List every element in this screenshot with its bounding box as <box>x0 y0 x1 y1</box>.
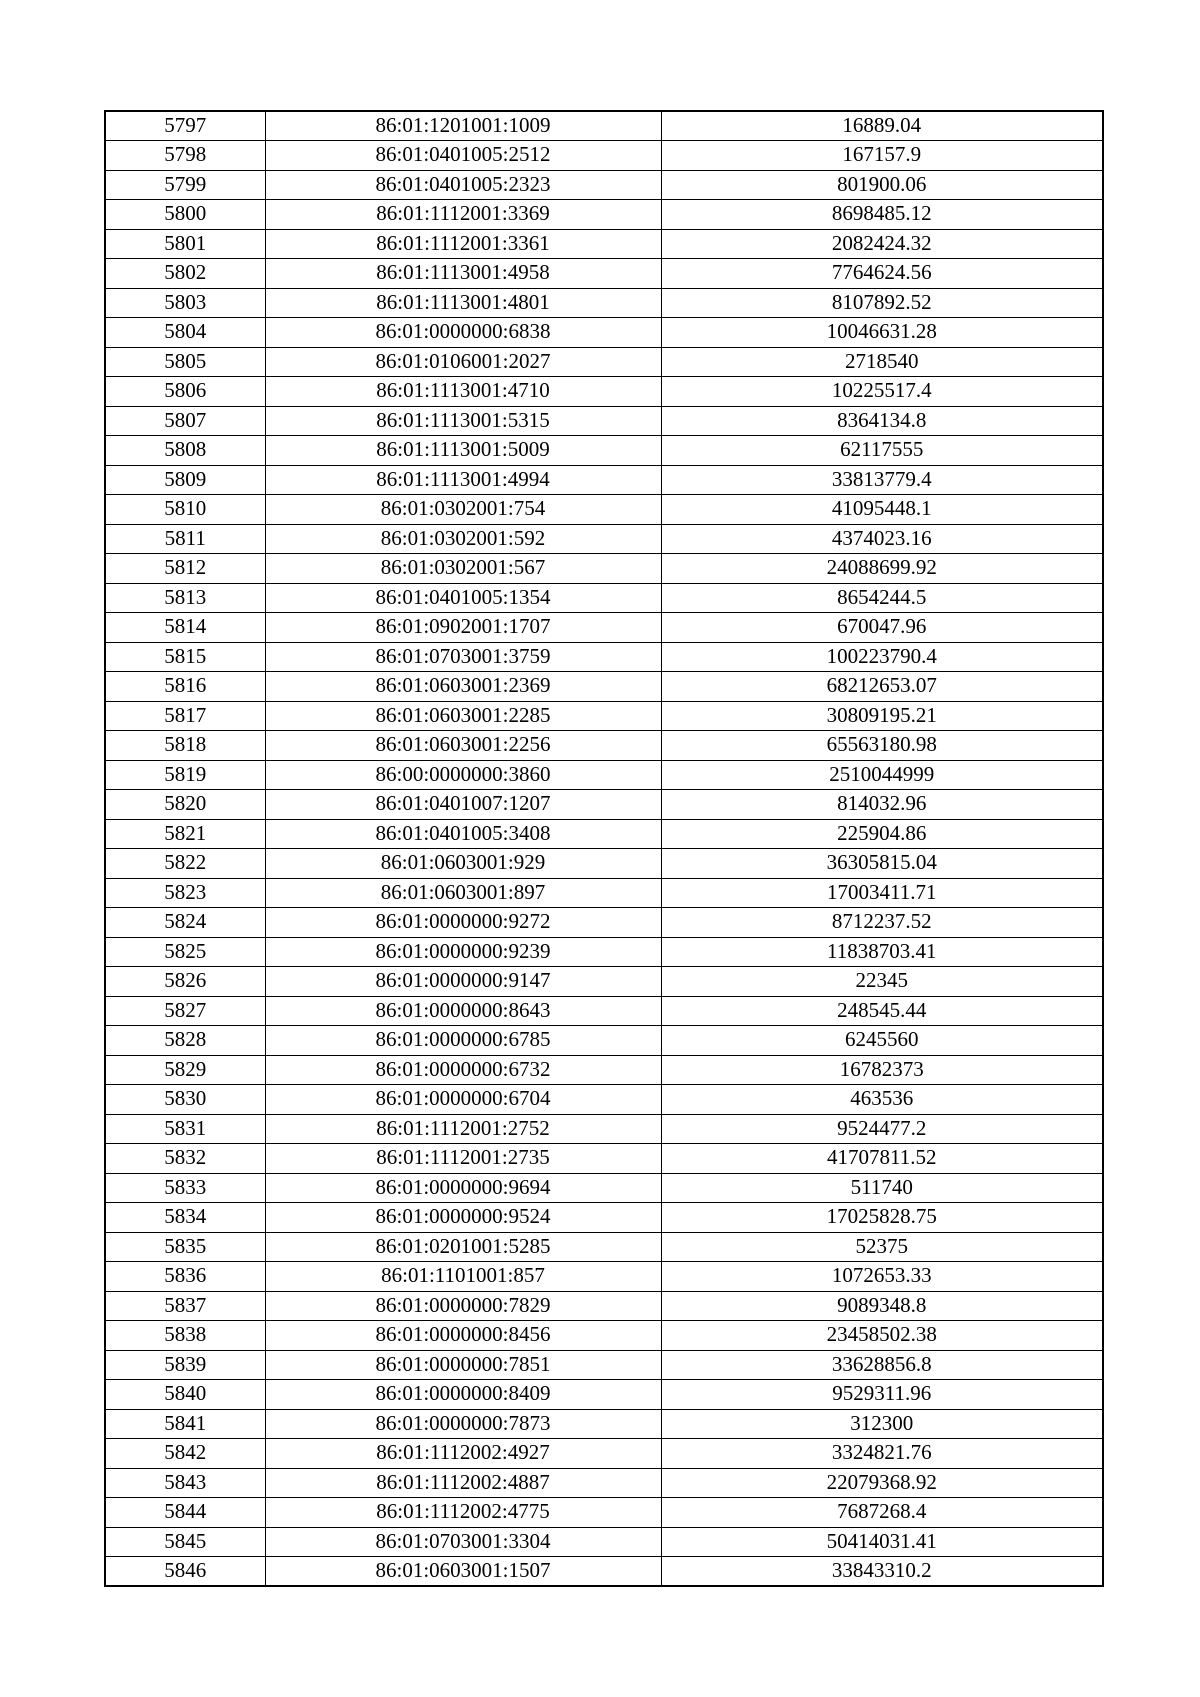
value-cell: 17025828.75 <box>661 1203 1103 1233</box>
value-cell: 65563180.98 <box>661 731 1103 761</box>
row-number-cell: 5832 <box>105 1144 265 1174</box>
table-row <box>105 672 1103 702</box>
table-row <box>105 1350 1103 1380</box>
table-row <box>105 288 1103 318</box>
value-cell: 8698485.12 <box>661 200 1103 230</box>
data-table <box>104 110 1104 1587</box>
value-cell: 248545.44 <box>661 996 1103 1026</box>
cadastral-number-cell: 86:01:0000000:7873 <box>265 1409 661 1439</box>
table-row <box>105 1203 1103 1233</box>
row-number-cell: 5818 <box>105 731 265 761</box>
table-row <box>105 996 1103 1026</box>
row-number-cell: 5814 <box>105 613 265 643</box>
cadastral-number-cell: 86:01:0603001:2369 <box>265 672 661 702</box>
cadastral-number-cell: 86:01:0000000:6704 <box>265 1085 661 1115</box>
cadastral-number-cell: 86:01:0603001:1507 <box>265 1557 661 1587</box>
cadastral-number-cell: 86:01:1113001:4958 <box>265 259 661 289</box>
table-row <box>105 819 1103 849</box>
table-row <box>105 731 1103 761</box>
table-row <box>105 1085 1103 1115</box>
row-number-cell: 5824 <box>105 908 265 938</box>
table-row <box>105 1114 1103 1144</box>
value-cell: 22345 <box>661 967 1103 997</box>
value-cell: 8712237.52 <box>661 908 1103 938</box>
row-number-cell: 5828 <box>105 1026 265 1056</box>
cadastral-number-cell: 86:01:0302001:592 <box>265 524 661 554</box>
table-row <box>105 347 1103 377</box>
cadastral-number-cell: 86:01:0401007:1207 <box>265 790 661 820</box>
table-row <box>105 878 1103 908</box>
row-number-cell: 5805 <box>105 347 265 377</box>
cadastral-number-cell: 86:01:1201001:1009 <box>265 111 661 141</box>
cadastral-number-cell: 86:01:0603001:2256 <box>265 731 661 761</box>
table-row <box>105 1439 1103 1469</box>
table-row <box>105 111 1103 141</box>
table-row <box>105 1498 1103 1528</box>
table-row <box>105 1055 1103 1085</box>
table-row <box>105 937 1103 967</box>
cadastral-number-cell: 86:01:1112001:3361 <box>265 229 661 259</box>
row-number-cell: 5812 <box>105 554 265 584</box>
table-row <box>105 790 1103 820</box>
table-row <box>105 436 1103 466</box>
table-row <box>105 554 1103 584</box>
cadastral-number-cell: 86:01:0703001:3759 <box>265 642 661 672</box>
table-row <box>105 613 1103 643</box>
cadastral-number-cell: 86:01:1113001:4710 <box>265 377 661 407</box>
cadastral-number-cell: 86:01:0000000:6785 <box>265 1026 661 1056</box>
value-cell: 225904.86 <box>661 819 1103 849</box>
value-cell: 1072653.33 <box>661 1262 1103 1292</box>
cadastral-number-cell: 86:01:0000000:9272 <box>265 908 661 938</box>
cadastral-number-cell: 86:01:0000000:9239 <box>265 937 661 967</box>
row-number-cell: 5831 <box>105 1114 265 1144</box>
row-number-cell: 5829 <box>105 1055 265 1085</box>
cadastral-number-cell: 86:01:0603001:897 <box>265 878 661 908</box>
row-number-cell: 5838 <box>105 1321 265 1351</box>
row-number-cell: 5815 <box>105 642 265 672</box>
row-number-cell: 5821 <box>105 819 265 849</box>
value-cell: 9524477.2 <box>661 1114 1103 1144</box>
row-number-cell: 5803 <box>105 288 265 318</box>
table-row <box>105 1291 1103 1321</box>
table-row <box>105 1557 1103 1587</box>
cadastral-number-cell: 86:01:0000000:8643 <box>265 996 661 1026</box>
value-cell: 100223790.4 <box>661 642 1103 672</box>
cadastral-number-cell: 86:01:1101001:857 <box>265 1262 661 1292</box>
row-number-cell: 5804 <box>105 318 265 348</box>
value-cell: 30809195.21 <box>661 701 1103 731</box>
table-row <box>105 908 1103 938</box>
value-cell: 463536 <box>661 1085 1103 1115</box>
value-cell: 17003411.71 <box>661 878 1103 908</box>
table-row <box>105 1232 1103 1262</box>
cadastral-number-cell: 86:01:1113001:5009 <box>265 436 661 466</box>
row-number-cell: 5809 <box>105 465 265 495</box>
value-cell: 167157.9 <box>661 141 1103 171</box>
cadastral-number-cell: 86:01:0000000:6732 <box>265 1055 661 1085</box>
table-body <box>105 111 1103 1586</box>
value-cell: 4374023.16 <box>661 524 1103 554</box>
row-number-cell: 5820 <box>105 790 265 820</box>
value-cell: 6245560 <box>661 1026 1103 1056</box>
value-cell: 8364134.8 <box>661 406 1103 436</box>
row-number-cell: 5816 <box>105 672 265 702</box>
value-cell: 33843310.2 <box>661 1557 1103 1587</box>
value-cell: 68212653.07 <box>661 672 1103 702</box>
cadastral-number-cell: 86:01:0401005:2512 <box>265 141 661 171</box>
table-row <box>105 1380 1103 1410</box>
cadastral-number-cell: 86:01:0603001:2285 <box>265 701 661 731</box>
row-number-cell: 5826 <box>105 967 265 997</box>
table-row <box>105 701 1103 731</box>
cadastral-number-cell: 86:01:1113001:4994 <box>265 465 661 495</box>
value-cell: 16782373 <box>661 1055 1103 1085</box>
cadastral-number-cell: 86:01:0000000:9694 <box>265 1173 661 1203</box>
cadastral-number-cell: 86:01:0401005:2323 <box>265 170 661 200</box>
value-cell: 7687268.4 <box>661 1498 1103 1528</box>
value-cell: 62117555 <box>661 436 1103 466</box>
cadastral-number-cell: 86:01:0302001:567 <box>265 554 661 584</box>
value-cell: 312300 <box>661 1409 1103 1439</box>
table-row <box>105 318 1103 348</box>
table-row <box>105 642 1103 672</box>
value-cell: 8654244.5 <box>661 583 1103 613</box>
row-number-cell: 5799 <box>105 170 265 200</box>
row-number-cell: 5808 <box>105 436 265 466</box>
value-cell: 36305815.04 <box>661 849 1103 879</box>
row-number-cell: 5802 <box>105 259 265 289</box>
row-number-cell: 5827 <box>105 996 265 1026</box>
table-row <box>105 967 1103 997</box>
row-number-cell: 5844 <box>105 1498 265 1528</box>
row-number-cell: 5822 <box>105 849 265 879</box>
value-cell: 11838703.41 <box>661 937 1103 967</box>
cadastral-number-cell: 86:01:0902001:1707 <box>265 613 661 643</box>
table-row <box>105 377 1103 407</box>
row-number-cell: 5837 <box>105 1291 265 1321</box>
row-number-cell: 5807 <box>105 406 265 436</box>
row-number-cell: 5806 <box>105 377 265 407</box>
value-cell: 10046631.28 <box>661 318 1103 348</box>
value-cell: 7764624.56 <box>661 259 1103 289</box>
value-cell: 2718540 <box>661 347 1103 377</box>
table-row <box>105 760 1103 790</box>
value-cell: 41095448.1 <box>661 495 1103 525</box>
cadastral-number-cell: 86:01:0302001:754 <box>265 495 661 525</box>
value-cell: 50414031.41 <box>661 1527 1103 1557</box>
row-number-cell: 5823 <box>105 878 265 908</box>
value-cell: 52375 <box>661 1232 1103 1262</box>
cadastral-number-cell: 86:01:0000000:8409 <box>265 1380 661 1410</box>
table-row <box>105 259 1103 289</box>
value-cell: 670047.96 <box>661 613 1103 643</box>
row-number-cell: 5834 <box>105 1203 265 1233</box>
table-row <box>105 1144 1103 1174</box>
value-cell: 23458502.38 <box>661 1321 1103 1351</box>
row-number-cell: 5840 <box>105 1380 265 1410</box>
cadastral-number-cell: 86:01:0000000:9524 <box>265 1203 661 1233</box>
row-number-cell: 5833 <box>105 1173 265 1203</box>
row-number-cell: 5798 <box>105 141 265 171</box>
cadastral-number-cell: 86:01:1112001:2735 <box>265 1144 661 1174</box>
cadastral-number-cell: 86:01:0703001:3304 <box>265 1527 661 1557</box>
cadastral-number-cell: 86:01:1113001:5315 <box>265 406 661 436</box>
row-number-cell: 5835 <box>105 1232 265 1262</box>
row-number-cell: 5836 <box>105 1262 265 1292</box>
value-cell: 9089348.8 <box>661 1291 1103 1321</box>
value-cell: 3324821.76 <box>661 1439 1103 1469</box>
cadastral-number-cell: 86:01:0401005:3408 <box>265 819 661 849</box>
cadastral-number-cell: 86:01:1112002:4775 <box>265 1498 661 1528</box>
cadastral-number-cell: 86:00:0000000:3860 <box>265 760 661 790</box>
value-cell: 24088699.92 <box>661 554 1103 584</box>
table-row <box>105 524 1103 554</box>
row-number-cell: 5813 <box>105 583 265 613</box>
cadastral-number-cell: 86:01:0201001:5285 <box>265 1232 661 1262</box>
value-cell: 33628856.8 <box>661 1350 1103 1380</box>
cadastral-number-cell: 86:01:0000000:8456 <box>265 1321 661 1351</box>
value-cell: 9529311.96 <box>661 1380 1103 1410</box>
row-number-cell: 5800 <box>105 200 265 230</box>
value-cell: 2082424.32 <box>661 229 1103 259</box>
row-number-cell: 5801 <box>105 229 265 259</box>
table-row <box>105 170 1103 200</box>
cadastral-number-cell: 86:01:1112001:2752 <box>265 1114 661 1144</box>
cadastral-number-cell: 86:01:0000000:6838 <box>265 318 661 348</box>
value-cell: 10225517.4 <box>661 377 1103 407</box>
table-row <box>105 495 1103 525</box>
table-row <box>105 141 1103 171</box>
value-cell: 8107892.52 <box>661 288 1103 318</box>
table-row <box>105 229 1103 259</box>
row-number-cell: 5843 <box>105 1468 265 1498</box>
value-cell: 814032.96 <box>661 790 1103 820</box>
value-cell: 2510044999 <box>661 760 1103 790</box>
table-row <box>105 1527 1103 1557</box>
cadastral-number-cell: 86:01:1113001:4801 <box>265 288 661 318</box>
row-number-cell: 5819 <box>105 760 265 790</box>
cadastral-number-cell: 86:01:0000000:9147 <box>265 967 661 997</box>
cadastral-number-cell: 86:01:0000000:7851 <box>265 1350 661 1380</box>
table-row <box>105 1262 1103 1292</box>
row-number-cell: 5841 <box>105 1409 265 1439</box>
table-row <box>105 1468 1103 1498</box>
value-cell: 511740 <box>661 1173 1103 1203</box>
value-cell: 33813779.4 <box>661 465 1103 495</box>
row-number-cell: 5830 <box>105 1085 265 1115</box>
value-cell: 16889.04 <box>661 111 1103 141</box>
cadastral-number-cell: 86:01:1112001:3369 <box>265 200 661 230</box>
row-number-cell: 5797 <box>105 111 265 141</box>
row-number-cell: 5817 <box>105 701 265 731</box>
table-row <box>105 465 1103 495</box>
value-cell: 801900.06 <box>661 170 1103 200</box>
cadastral-number-cell: 86:01:1112002:4927 <box>265 1439 661 1469</box>
cadastral-number-cell: 86:01:1112002:4887 <box>265 1468 661 1498</box>
row-number-cell: 5825 <box>105 937 265 967</box>
cadastral-number-cell: 86:01:0603001:929 <box>265 849 661 879</box>
table-row <box>105 1321 1103 1351</box>
cadastral-number-cell: 86:01:0000000:7829 <box>265 1291 661 1321</box>
row-number-cell: 5839 <box>105 1350 265 1380</box>
value-cell: 22079368.92 <box>661 1468 1103 1498</box>
table-row <box>105 200 1103 230</box>
table-row <box>105 583 1103 613</box>
table-row <box>105 1173 1103 1203</box>
row-number-cell: 5846 <box>105 1557 265 1587</box>
row-number-cell: 5845 <box>105 1527 265 1557</box>
table-row <box>105 849 1103 879</box>
row-number-cell: 5842 <box>105 1439 265 1469</box>
row-number-cell: 5811 <box>105 524 265 554</box>
cadastral-number-cell: 86:01:0401005:1354 <box>265 583 661 613</box>
row-number-cell: 5810 <box>105 495 265 525</box>
table-row <box>105 406 1103 436</box>
table-row <box>105 1026 1103 1056</box>
cadastral-number-cell: 86:01:0106001:2027 <box>265 347 661 377</box>
table-row <box>105 1409 1103 1439</box>
value-cell: 41707811.52 <box>661 1144 1103 1174</box>
